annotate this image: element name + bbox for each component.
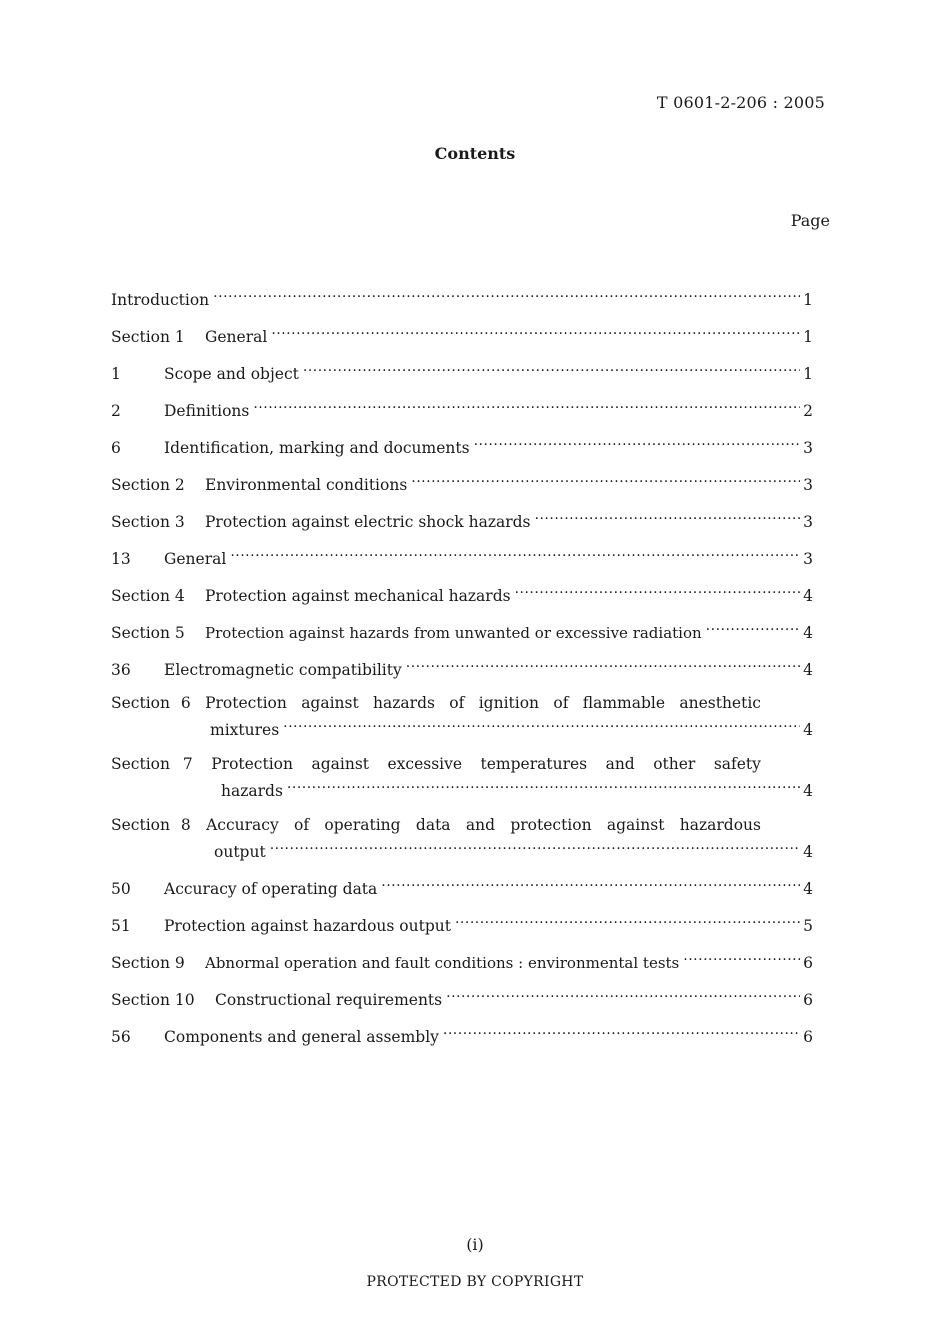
toc-entry-title: Scope and object	[164, 365, 299, 383]
toc-entry-label: Section 10	[111, 991, 195, 1009]
toc-entry-label: 36	[111, 661, 131, 679]
toc-entry-title: Accuracy of operating data	[164, 880, 378, 898]
title-word: temperatures	[480, 755, 588, 773]
title-word: and	[605, 755, 635, 773]
toc-entry-page: 4	[803, 880, 813, 898]
leader-dots	[706, 618, 800, 638]
leader-dots	[303, 359, 800, 379]
toc-entry-title: Components and general assembly	[164, 1028, 439, 1046]
toc-entry-page: 3	[803, 476, 813, 494]
toc-entry-page: 2	[803, 402, 813, 420]
toc-entry-introduction[interactable]	[111, 285, 813, 312]
toc-entry-first-line	[111, 753, 761, 776]
leader-dots	[270, 837, 800, 857]
title-word: and	[465, 816, 496, 834]
toc-entry-section-6[interactable]	[111, 692, 813, 742]
title-word: anesthetic	[679, 694, 761, 712]
leader-dots	[230, 544, 800, 564]
toc-entry-clause-56[interactable]	[111, 1022, 813, 1049]
toc-entry-page: 6	[803, 991, 813, 1009]
title-word: Accuracy	[206, 816, 279, 834]
toc-entry-label: Section 7	[111, 755, 193, 773]
toc-entry-label: 13	[111, 550, 131, 568]
toc-entry-title: Environmental conditions	[205, 476, 408, 494]
title-word: against	[311, 755, 369, 773]
leader-dots	[443, 1022, 800, 1042]
toc-entry-label: Section 2	[111, 476, 185, 494]
toc-entry-title: Protection against hazards from unwanted or excessive radiation	[205, 624, 702, 642]
toc-entry-page: 4	[803, 587, 813, 605]
toc-entry-page: 3	[803, 513, 813, 531]
toc-entry-page: 1	[803, 291, 813, 309]
leader-dots	[535, 507, 801, 527]
page-column-label: Page	[790, 211, 830, 230]
copyright-notice: PROTECTED BY COPYRIGHT	[366, 1274, 584, 1290]
toc-entry-label: Section 9	[111, 954, 185, 972]
toc-entry-label: Section 8	[111, 816, 191, 834]
toc-entry-label: 51	[111, 917, 131, 935]
toc-entry-label: 6	[111, 439, 121, 457]
leader-dots	[446, 985, 800, 1005]
leader-dots	[283, 715, 800, 735]
toc-entry-title: Constructional requirements	[215, 991, 443, 1009]
title-word: Protection	[211, 755, 293, 773]
toc-entry-page: 4	[803, 624, 813, 642]
toc-entry-clause-36[interactable]	[111, 655, 813, 682]
title-word: flammable	[582, 694, 666, 712]
toc-entry-first-line	[111, 692, 761, 715]
table-of-contents	[111, 285, 813, 1049]
title-word: hazardous	[679, 816, 761, 834]
toc-entry-section-2[interactable]	[111, 470, 813, 497]
title-word: other	[653, 755, 696, 773]
title-word: against	[606, 816, 665, 834]
toc-entry-section-10[interactable]	[111, 985, 813, 1012]
toc-entry-title: Protection against mechanical hazards	[205, 587, 511, 605]
toc-entry-title: Identification, marking and documents	[164, 439, 470, 457]
title-word: ignition	[478, 694, 540, 712]
toc-entry-page: 4	[803, 661, 813, 679]
leader-dots	[381, 874, 800, 894]
toc-entry-page: 5	[803, 917, 813, 935]
toc-entry-label: 56	[111, 1028, 131, 1046]
toc-entry-section-3[interactable]	[111, 507, 813, 534]
toc-entry-page: 1	[803, 328, 813, 346]
toc-entry-label: Section 3	[111, 513, 185, 531]
toc-entry-label: Section 4	[111, 587, 185, 605]
page-number: (i)	[466, 1235, 484, 1254]
toc-entry-title: Electromagnetic compatibility	[164, 661, 402, 679]
toc-entry-label: 50	[111, 880, 131, 898]
toc-entry-clause-51[interactable]	[111, 911, 813, 938]
toc-entry-label: Section 5	[111, 624, 185, 642]
toc-entry-label: Section 6	[111, 694, 191, 712]
leader-dots	[253, 396, 800, 416]
toc-entry-section-1[interactable]	[111, 322, 813, 349]
document-number: T 0601-2-206 : 2005	[656, 93, 825, 112]
toc-entry-label: Section 1	[111, 328, 185, 346]
title-word: of	[449, 694, 465, 712]
title-word: Protection	[205, 694, 287, 712]
toc-entry-title: Protection against hazardous output	[164, 917, 451, 935]
toc-entry-page: 1	[803, 365, 813, 383]
leader-dots	[683, 948, 800, 968]
toc-entry-page: 6	[803, 1028, 813, 1046]
title-word: protection	[510, 816, 592, 834]
toc-entry-section-7[interactable]	[111, 753, 813, 803]
page-title: Contents	[434, 144, 516, 163]
leader-dots	[474, 433, 801, 453]
title-word: data	[415, 816, 451, 834]
leader-dots	[287, 776, 800, 796]
toc-entry-clause-2[interactable]	[111, 396, 813, 423]
toc-entry-page: 4	[803, 843, 813, 861]
title-word: of	[553, 694, 569, 712]
leader-dots	[515, 581, 801, 601]
toc-entry-title: General	[164, 550, 227, 568]
toc-entry-section-5[interactable]	[111, 618, 813, 645]
toc-entry-clause-1[interactable]	[111, 359, 813, 386]
toc-entry-page: 4	[803, 721, 813, 739]
title-word: excessive	[387, 755, 463, 773]
toc-entry-clause-13[interactable]	[111, 544, 813, 571]
leader-dots	[213, 285, 800, 305]
toc-entry-label: 2	[111, 402, 121, 420]
leader-dots	[411, 470, 800, 490]
title-word: hazards	[373, 694, 435, 712]
toc-entry-title: Definitions	[164, 402, 250, 420]
leader-dots	[271, 322, 800, 342]
toc-entry-clause-50[interactable]	[111, 874, 813, 901]
toc-entry-title: Protection against electric shock hazards	[205, 513, 531, 531]
toc-entry-page: 4	[803, 782, 813, 800]
title-word: of	[294, 816, 310, 834]
toc-entry-title-continued: output	[214, 843, 266, 861]
toc-entry-first-line	[111, 814, 761, 837]
toc-entry-page: 6	[803, 954, 813, 972]
leader-dots	[406, 655, 800, 675]
toc-entry-label: 1	[111, 365, 121, 383]
title-word: operating	[324, 816, 401, 834]
toc-entry-page: 3	[803, 439, 813, 457]
toc-entry-label: Introduction	[111, 291, 210, 309]
toc-entry-title-continued: hazards	[221, 782, 283, 800]
toc-entry-title-continued: mixtures	[210, 721, 280, 739]
toc-entry-section-4[interactable]	[111, 581, 813, 608]
toc-entry-title: General	[205, 328, 268, 346]
title-word: against	[301, 694, 359, 712]
toc-entry-title: Abnormal operation and fault conditions : environmental tests	[205, 954, 680, 972]
toc-entry-page: 3	[803, 550, 813, 568]
toc-entry-clause-6[interactable]	[111, 433, 813, 460]
toc-entry-section-8[interactable]	[111, 814, 813, 864]
toc-entry-section-9[interactable]	[111, 948, 813, 975]
title-word: safety	[713, 755, 761, 773]
leader-dots	[455, 911, 800, 931]
